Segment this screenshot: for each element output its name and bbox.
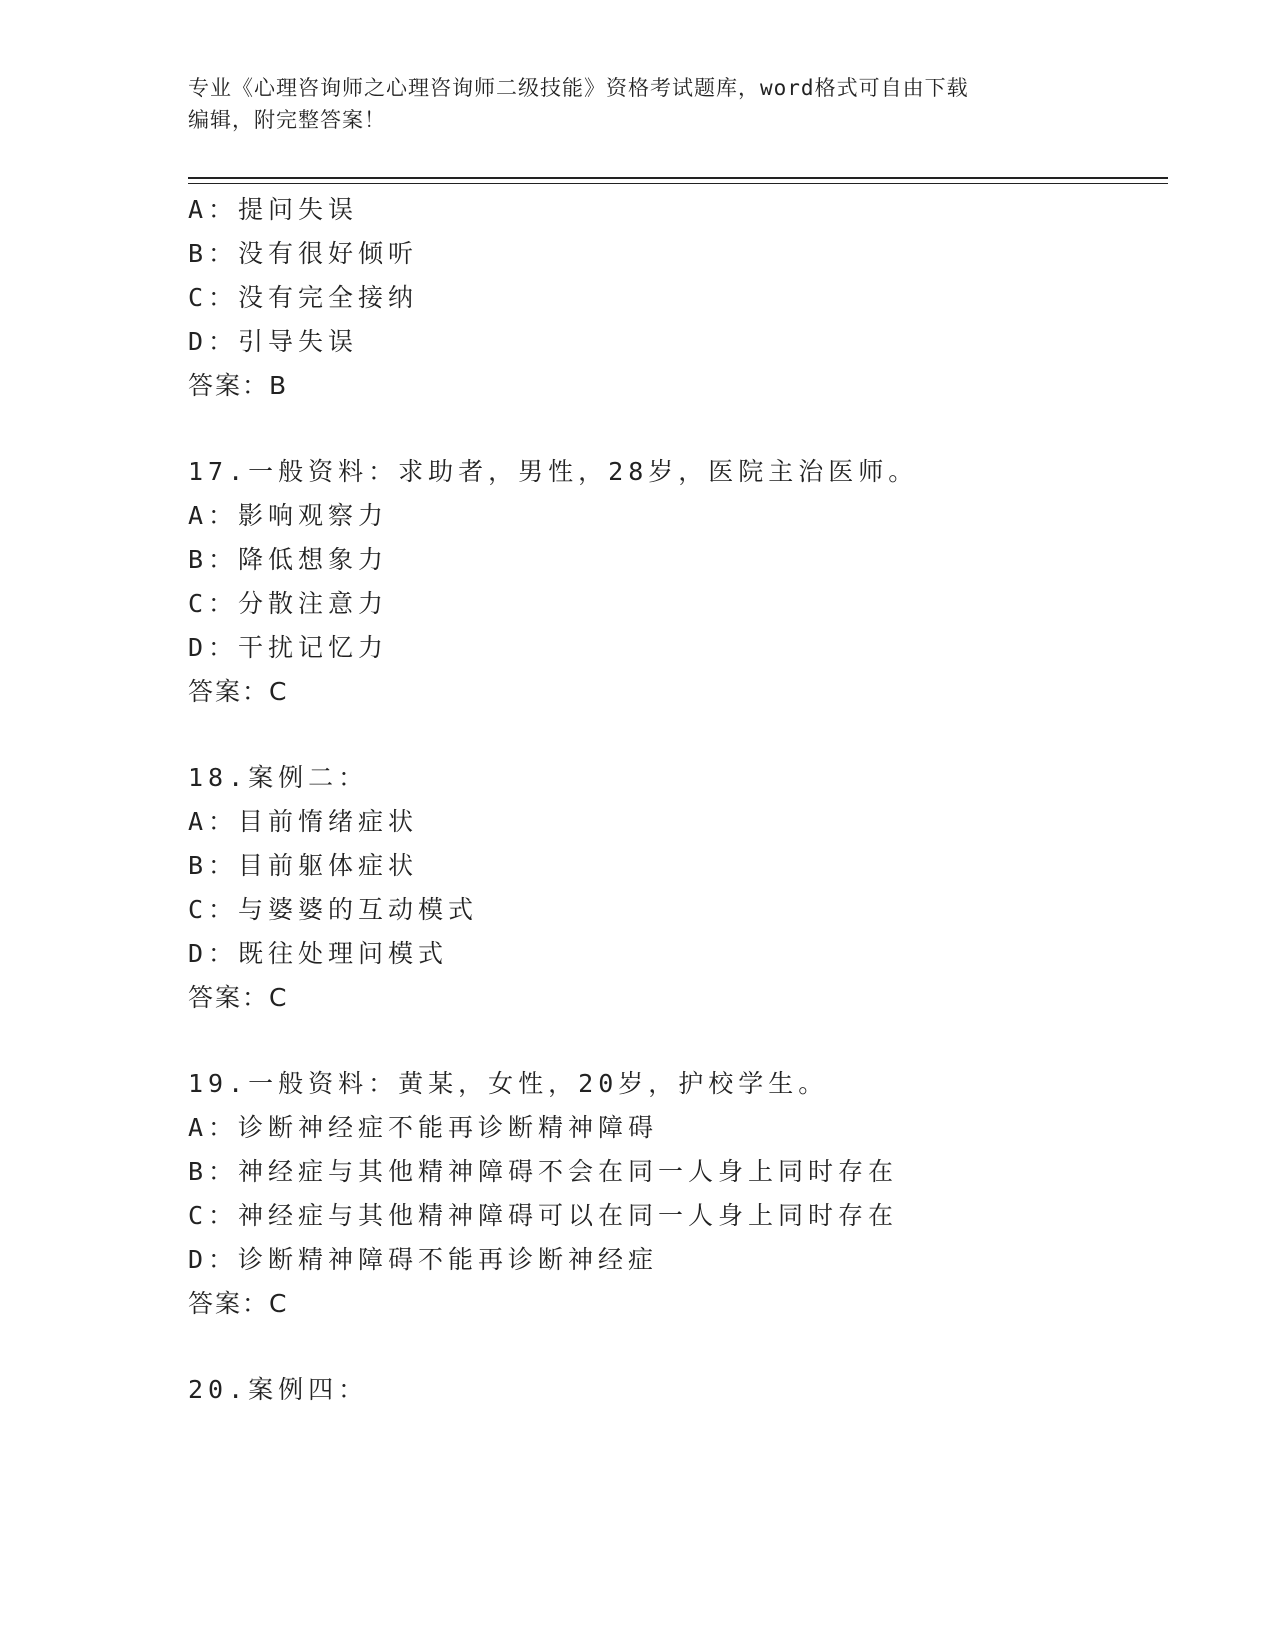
question-18-title: 18.案例二：: [188, 763, 369, 792]
document-header: [188, 72, 1068, 136]
q18-option-c: C：与婆婆的互动模式: [188, 895, 479, 924]
q18-option-a: A：目前惰绪症状: [188, 807, 419, 836]
q19-option-c: C：神经症与其他精神障碍可以在同一人身上同时存在: [188, 1201, 899, 1230]
question-20-title: 20.案例四：: [188, 1375, 369, 1404]
q17-option-d: D：干扰记忆力: [188, 633, 389, 662]
option-a: A：提问失误: [188, 195, 359, 224]
question-17-title: 17.一般资料：求助者，男性，28岁，医院主治医师。: [188, 457, 919, 486]
header-divider-thin: [188, 183, 1168, 184]
q17-answer: 答案：C: [188, 677, 289, 706]
option-d: D：引导失误: [188, 327, 359, 356]
q18-option-b: B：目前躯体症状: [188, 851, 419, 880]
q17-option-a: A：影响观察力: [188, 501, 389, 530]
q17-option-c: C：分散注意力: [188, 589, 389, 618]
q19-option-a: A：诊断神经症不能再诊断精神障碍: [188, 1113, 659, 1142]
q18-answer: 答案：C: [188, 983, 289, 1012]
option-b: B：没有很好倾听: [188, 239, 419, 268]
q19-answer: 答案：C: [188, 1289, 289, 1318]
header-divider-thick: [188, 177, 1168, 179]
question-19-title: 19.一般资料：黄某，女性，20岁，护校学生。: [188, 1069, 829, 1098]
answer-line: 答案：B: [188, 371, 289, 400]
header-line-1: 专业《心理咨询师之心理咨询师二级技能》资格考试题库，word格式可自由下载: [188, 76, 969, 100]
q17-option-b: B：降低想象力: [188, 545, 389, 574]
header-line-2: 编辑，附完整答案！: [188, 108, 386, 132]
option-c: C：没有完全接纳: [188, 283, 419, 312]
q18-option-d: D：既往处理问模式: [188, 939, 449, 968]
q19-option-b: B：神经症与其他精神障碍不会在同一人身上同时存在: [188, 1157, 899, 1186]
q19-option-d: D：诊断精神障碍不能再诊断神经症: [188, 1245, 659, 1274]
